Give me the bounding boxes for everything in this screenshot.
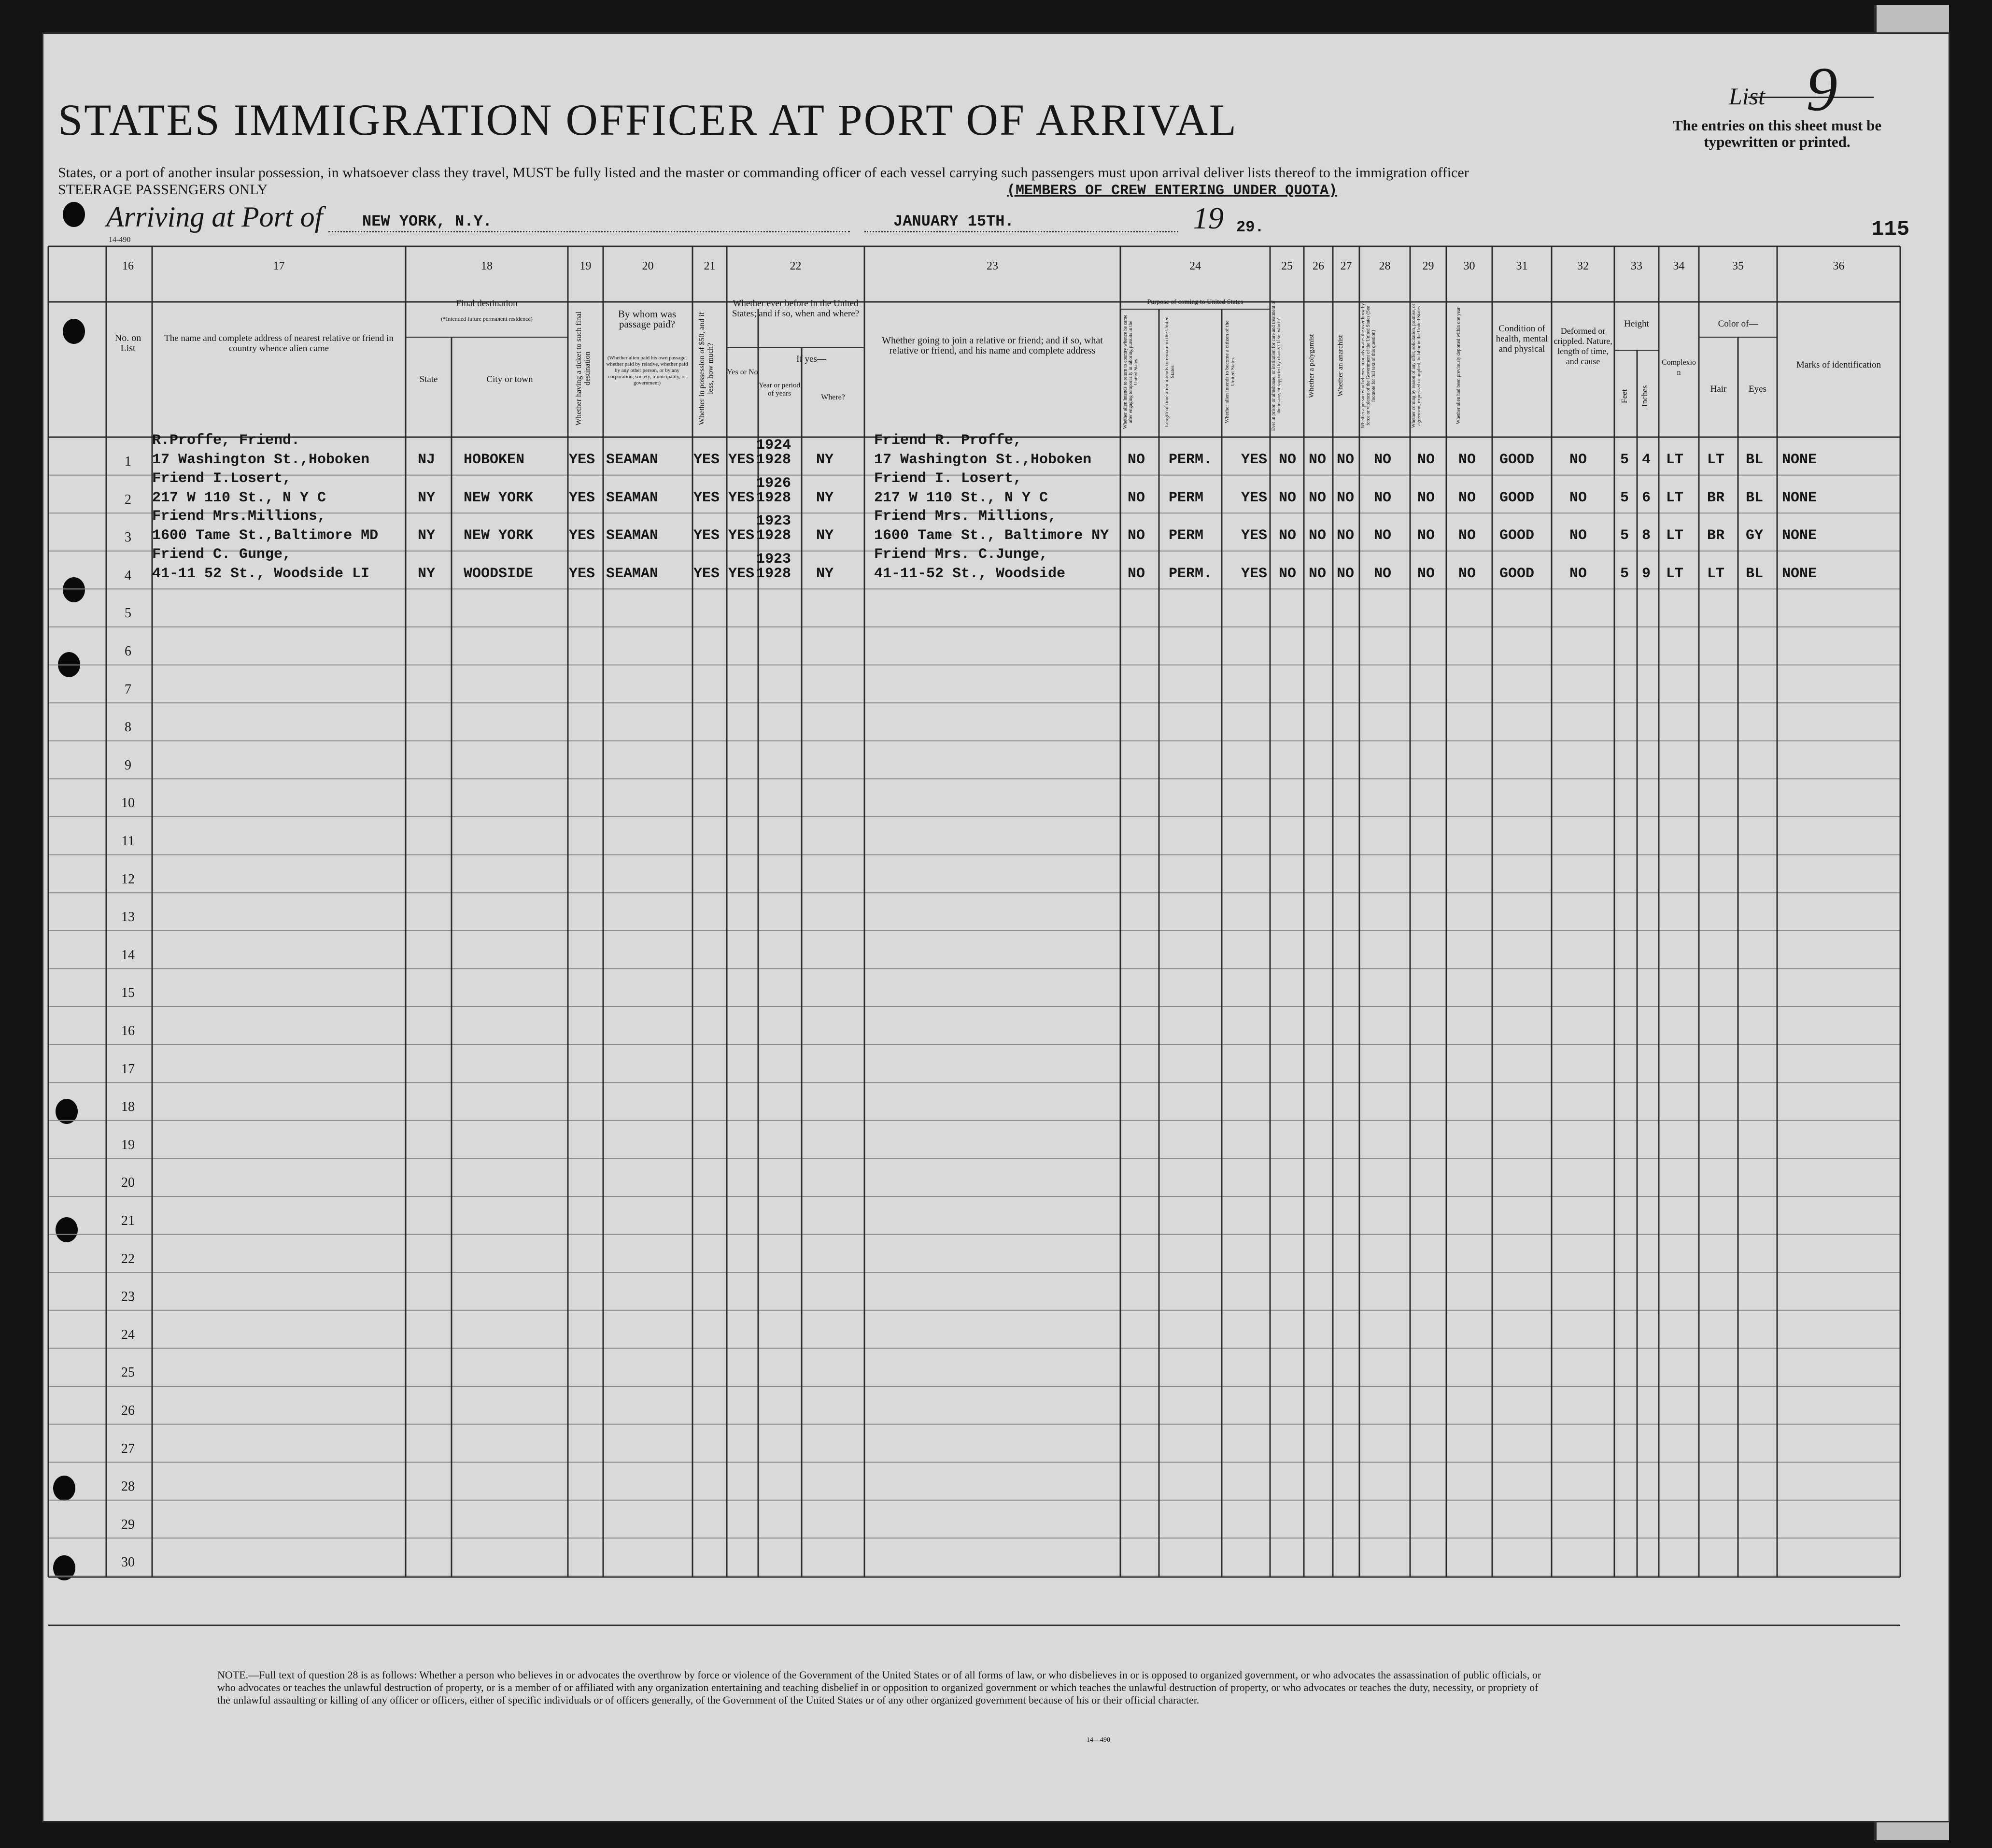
before-cell: YES	[728, 527, 755, 544]
col-26-number: 26	[1313, 260, 1324, 272]
row-number: 25	[121, 1365, 135, 1380]
join-name: Friend R. Proffe,	[874, 432, 1022, 449]
overthrow-cell: NO	[1374, 489, 1392, 506]
complexion-cell: LT	[1666, 489, 1684, 506]
ticket-cell: YES	[569, 452, 595, 468]
feet-cell: 5	[1620, 489, 1629, 506]
anarchist-cell: NO	[1337, 452, 1355, 468]
header-passage-paid: By whom was passage paid?	[618, 308, 677, 330]
marks-cell: NONE	[1782, 489, 1817, 506]
marks-cell: NONE	[1782, 527, 1817, 544]
row-number: 10	[121, 796, 135, 811]
col-30-number: 30	[1463, 260, 1475, 272]
form-title: STATES IMMIGRATION OFFICER AT PORT OF ARRIVAL	[58, 95, 1238, 144]
header-ticket: Whether having a ticket to such final destination	[575, 311, 592, 426]
paid-by-cell: SEAMAN	[606, 565, 659, 582]
city-cell: WOODSIDE	[464, 565, 534, 582]
relative-address: 41-11 52 St., Woodside LI	[152, 565, 370, 582]
return-cell: NO	[1128, 452, 1145, 468]
health-cell: GOOD	[1499, 565, 1535, 582]
join-address: 217 W 110 St., N Y C	[874, 489, 1048, 506]
header-deported: Whether alien had been previously deported within one year	[1456, 307, 1461, 425]
polygamist-cell: NO	[1309, 489, 1327, 506]
eyes-cell: BL	[1746, 452, 1764, 468]
row-number: 30	[121, 1555, 135, 1570]
eyes-cell: BL	[1746, 565, 1764, 582]
arriving-label: Arriving at Port of	[106, 201, 323, 233]
header-yes-or-no: Yes or No	[727, 368, 758, 376]
relative-name: Friend I.Losert,	[152, 470, 292, 487]
binder-hole	[56, 1217, 78, 1242]
header-prison: Ever in prison or almshouse, or institution for care and treatment of the insane, or supported by charity? If so, which?	[1271, 300, 1282, 431]
row-number: 17	[121, 1061, 135, 1077]
col-17-number: 17	[273, 260, 285, 272]
where-cell: NY	[816, 565, 834, 582]
complexion-cell: LT	[1666, 452, 1684, 468]
col-19-number: 19	[579, 260, 592, 272]
col-27-number: 27	[1340, 260, 1352, 272]
header-passage-paid-note: (Whether alien paid his own passage, whether paid by relative, whether paid by any other person, or by any corporation, society, municipality, or government)	[606, 355, 688, 386]
year-second: 1928	[756, 527, 791, 544]
header-if-yes: If yes—	[796, 354, 826, 364]
header-joining-relative: Whether going to join a relative or friend; and if so, what relative or friend, and his name and complete address	[882, 335, 1103, 356]
anarchist-cell: NO	[1337, 527, 1355, 544]
citizen-cell: YES	[1241, 489, 1268, 506]
before-cell: YES	[728, 489, 755, 506]
labor-cell: NO	[1417, 452, 1435, 468]
row-number: 15	[121, 985, 135, 1001]
hair-cell: LT	[1707, 565, 1725, 582]
manifest-sheet	[43, 34, 1949, 1821]
year-suffix: 29.	[1236, 218, 1264, 236]
row-number: 9	[125, 757, 131, 773]
header-eyes: Eyes	[1749, 384, 1766, 394]
state-cell: NY	[418, 489, 436, 506]
before-cell: YES	[728, 565, 755, 582]
deported-cell: NO	[1458, 565, 1476, 582]
health-cell: GOOD	[1499, 489, 1535, 506]
binder-hole	[63, 319, 85, 344]
header-length-of-stay: Length of time alien intends to remain in the United States	[1164, 316, 1175, 427]
col-20-number: 20	[642, 260, 654, 272]
paid-by-cell: SEAMAN	[606, 489, 659, 506]
where-cell: NY	[816, 452, 834, 468]
deformed-cell: NO	[1569, 565, 1587, 582]
year-first: 1923	[756, 551, 791, 568]
deported-cell: NO	[1458, 489, 1476, 506]
col-32-number: 32	[1577, 260, 1589, 272]
join-address: 1600 Tame St., Baltimore NY	[874, 527, 1109, 544]
row-number: 6	[125, 644, 131, 659]
prison-cell: NO	[1279, 452, 1297, 468]
col-35-number: 35	[1732, 260, 1744, 272]
header-feet: Feet	[1620, 389, 1629, 403]
relative-address: 17 Washington St.,Hoboken	[152, 452, 370, 468]
inches-cell: 8	[1642, 527, 1651, 544]
header-marks: Marks of identification	[1796, 360, 1881, 370]
before-cell: YES	[728, 452, 755, 468]
header-color-of: Color of—	[1718, 319, 1758, 329]
binder-hole	[63, 577, 85, 602]
col-31-number: 31	[1516, 260, 1528, 272]
inches-cell: 4	[1642, 452, 1651, 468]
labor-cell: NO	[1417, 489, 1435, 506]
year-first: 1924	[756, 437, 791, 454]
relative-name: Friend C. Gunge,	[152, 546, 292, 563]
polygamist-cell: NO	[1309, 527, 1327, 544]
fifty-cell: YES	[693, 452, 720, 468]
small-mark: 14-490	[109, 236, 131, 244]
row-number: 5	[125, 606, 131, 621]
binder-hole	[53, 1555, 75, 1580]
feet-cell: 5	[1620, 565, 1629, 582]
header-no-on-list: No. on List	[114, 333, 141, 354]
deported-cell: NO	[1458, 452, 1476, 468]
labor-cell: NO	[1417, 527, 1435, 544]
col-29-number: 29	[1422, 260, 1434, 272]
row-number: 4	[125, 568, 131, 583]
inches-cell: 6	[1642, 489, 1651, 506]
feet-cell: 5	[1620, 452, 1629, 468]
overthrow-cell: NO	[1374, 527, 1392, 544]
row-number: 12	[121, 871, 135, 887]
row-number: 13	[121, 910, 135, 925]
row-number: 16	[121, 1024, 135, 1038]
citizen-cell: YES	[1241, 565, 1268, 582]
join-address: 17 Washington St.,Hoboken	[874, 452, 1092, 468]
row-number: 11	[121, 834, 135, 849]
header-complexion: Complexion	[1661, 358, 1696, 377]
col-16-number: 16	[122, 260, 134, 272]
row-number: 22	[121, 1251, 135, 1266]
join-address: 41-11-52 St., Woodside	[874, 565, 1066, 582]
list-label: List	[1729, 83, 1766, 110]
ticket-cell: YES	[569, 565, 595, 582]
fifty-cell: YES	[693, 489, 720, 506]
marks-cell: NONE	[1782, 452, 1817, 468]
prison-cell: NO	[1279, 527, 1297, 544]
hair-cell: BR	[1707, 489, 1725, 506]
relative-address: 217 W 110 St., N Y C	[152, 489, 326, 506]
join-name: Friend Mrs. C.Junge,	[874, 546, 1048, 563]
port-line	[328, 231, 850, 232]
state-cell: NJ	[418, 452, 436, 468]
typewritten-note: The entries on this sheet must be typewritten or printed.	[1672, 117, 1882, 150]
where-cell: NY	[816, 489, 834, 506]
prison-cell: NO	[1279, 489, 1297, 506]
length-cell: PERM	[1169, 527, 1204, 544]
header-height: Height	[1624, 319, 1649, 329]
header-anarchist: Whether an anarchist	[1337, 335, 1344, 397]
page-number: 115	[1871, 217, 1910, 242]
anarchist-cell: NO	[1337, 489, 1355, 506]
header-hair: Hair	[1710, 384, 1727, 394]
ticket-cell: YES	[569, 527, 595, 544]
header-relative-address: The name and complete address of nearest relative or friend in country whence alien came	[164, 333, 394, 354]
header-purpose: Purpose of coming to United States	[1147, 299, 1243, 306]
deformed-cell: NO	[1569, 489, 1587, 506]
header-year-period: Year or period of years	[759, 382, 800, 398]
fifty-cell: YES	[693, 565, 720, 582]
join-name: Friend Mrs. Millions,	[874, 508, 1057, 525]
header-overthrow: Whether a person who believes in or advocates the overthrow by force or violence of the Government of the United States (See footnote for full text of this question)	[1360, 303, 1376, 429]
polygamist-cell: NO	[1309, 452, 1327, 468]
year-first: 1923	[756, 513, 791, 530]
port-value: NEW YORK, N.Y.	[362, 213, 492, 230]
health-cell: GOOD	[1499, 527, 1535, 544]
header-labor-offer: Whether coming by reason of any offer, solicitation, promise, or agreement, expressed or implied, to labor in the United States	[1411, 303, 1422, 428]
city-cell: NEW YORK	[464, 489, 534, 506]
row-number: 28	[121, 1479, 135, 1494]
join-name: Friend I. Losert,	[874, 470, 1022, 487]
header-inches: Inches	[1640, 385, 1649, 407]
col-22-number: 22	[790, 260, 802, 272]
form-instructions: States, or a port of another insular possession, in whatsoever class they travel, MUST be fully listed and the master or commanding officer of each vessel carrying such passengers must upon arrival deliver lists thereof to the immigration officer	[58, 165, 1469, 181]
header-return-intent: Whether alien intends to return to country whence he came after engaging temporarily in laboring pursuits in the United States	[1123, 314, 1139, 429]
binder-hole	[56, 1099, 78, 1124]
col-23-number: 23	[987, 260, 998, 272]
header-final-destination: Final destination	[456, 299, 518, 309]
row-number: 23	[121, 1289, 135, 1305]
year-second: 1928	[756, 452, 791, 468]
city-cell: HOBOKEN	[464, 452, 525, 468]
year-second: 1928	[756, 565, 791, 582]
steerage-label: STEERAGE PASSENGERS ONLY	[58, 182, 268, 198]
hair-cell: LT	[1707, 452, 1725, 468]
col-24-number: 24	[1189, 260, 1201, 272]
header-fifty-dollars: Whether in possession of $50, and if less, how much?	[698, 312, 715, 425]
row-number: 3	[125, 530, 131, 545]
fifty-cell: YES	[693, 527, 720, 544]
complexion-cell: LT	[1666, 527, 1684, 544]
col-18-number: 18	[481, 260, 493, 272]
row-number: 27	[121, 1441, 135, 1456]
row-number: 26	[121, 1403, 135, 1418]
date-value: JANUARY 15TH.	[893, 213, 1014, 230]
labor-cell: NO	[1417, 565, 1435, 582]
row-number: 21	[121, 1213, 135, 1228]
footnote-question-28: NOTE.—Full text of question 28 is as follows: Whether a person who believes in or advocates the overthrow by force or violence of the Government of the United States or of all forms of law, or who disbelieves in or is opposed to organized government, or who advocates the assassination of public officials, or who advocates or teaches the unlawful destruction of property, or is a member of or affiliated with any organization entertaining and teaching disbelief in or opposition to organized government or which teaches the unlawful destruction of property, or who advocates or teaches the duty, necessity, or propriety of the unlawful assaulting or killing of any officer or officers, either of specific individuals or of officers generally, of the Government of the United States or of any other organized government because of his or their official character.	[217, 1669, 1541, 1706]
row-number: 19	[121, 1137, 135, 1152]
length-cell: PERM	[1169, 489, 1204, 506]
binder-hole	[58, 652, 80, 677]
deformed-cell: NO	[1569, 452, 1587, 468]
polygamist-cell: NO	[1309, 565, 1327, 582]
list-number: 9	[1806, 55, 1837, 124]
row-number: 8	[125, 720, 131, 735]
city-cell: NEW YORK	[464, 527, 534, 544]
citizen-cell: YES	[1241, 527, 1268, 544]
where-cell: NY	[816, 527, 834, 544]
ticket-cell: YES	[569, 489, 595, 506]
marks-cell: NONE	[1782, 565, 1817, 582]
col-34-number: 34	[1673, 260, 1685, 272]
row-number: 2	[125, 492, 131, 507]
inches-cell: 9	[1642, 565, 1651, 582]
col-36-number: 36	[1833, 260, 1845, 272]
header-where: Where?	[821, 393, 845, 401]
deformed-cell: NO	[1569, 527, 1587, 544]
header-citizen-intent: Whether alien intends to become a citizen of the United States	[1224, 320, 1236, 424]
feet-cell: 5	[1620, 527, 1629, 544]
overthrow-cell: NO	[1374, 452, 1392, 468]
health-cell: GOOD	[1499, 452, 1535, 468]
row-number: 1	[125, 454, 131, 469]
relative-name: R.Proffe, Friend.	[152, 432, 300, 449]
length-cell: PERM.	[1169, 565, 1213, 582]
deported-cell: NO	[1458, 527, 1476, 544]
overthrow-cell: NO	[1374, 565, 1392, 582]
year-prefix: 19	[1193, 201, 1224, 235]
anarchist-cell: NO	[1337, 565, 1355, 582]
row-number: 20	[121, 1175, 135, 1191]
header-health: Condition of health, mental and physical	[1496, 324, 1548, 354]
col-25-number: 25	[1281, 260, 1293, 272]
complexion-cell: LT	[1666, 565, 1684, 582]
header-polygamist: Whether a polygamist	[1308, 334, 1315, 398]
row-number: 18	[121, 1099, 135, 1115]
relative-address: 1600 Tame St.,Baltimore MD	[152, 527, 379, 544]
col-28-number: 28	[1379, 260, 1391, 272]
header-final-destination-note: (*Intended future permanent residence)	[441, 315, 533, 322]
binder-hole	[63, 202, 85, 227]
citizen-cell: YES	[1241, 452, 1268, 468]
return-cell: NO	[1128, 489, 1145, 506]
row-number: 29	[121, 1517, 135, 1532]
header-deformed: Deformed or crippled. Nature, length of time, and cause	[1554, 326, 1612, 366]
date-line	[864, 231, 1178, 232]
prison-cell: NO	[1279, 565, 1297, 582]
col-33-number: 33	[1631, 260, 1642, 272]
crew-note: (MEMBERS OF CREW ENTERING UNDER QUOTA)	[1007, 183, 1338, 199]
hair-cell: BR	[1707, 527, 1725, 544]
year-first: 1926	[756, 475, 791, 492]
length-cell: PERM.	[1169, 452, 1213, 468]
header-before-in-us: Whether ever before in the United States; and if so, when and where?	[732, 299, 860, 319]
header-city: City or town	[486, 374, 533, 384]
return-cell: NO	[1128, 527, 1145, 544]
form-number: 14—490	[1087, 1736, 1110, 1744]
eyes-cell: GY	[1746, 527, 1764, 544]
col-21-number: 21	[704, 260, 716, 272]
paid-by-cell: SEAMAN	[606, 452, 659, 468]
row-number: 14	[121, 947, 135, 963]
binder-hole	[53, 1476, 75, 1501]
state-cell: NY	[418, 527, 436, 544]
eyes-cell: BL	[1746, 489, 1764, 506]
return-cell: NO	[1128, 565, 1145, 582]
year-second: 1928	[756, 489, 791, 506]
header-state: State	[419, 374, 438, 384]
state-cell: NY	[418, 565, 436, 582]
row-number: 24	[121, 1327, 135, 1342]
paid-by-cell: SEAMAN	[606, 527, 659, 544]
row-number: 7	[125, 682, 131, 697]
relative-name: Friend Mrs.Millions,	[152, 508, 326, 525]
